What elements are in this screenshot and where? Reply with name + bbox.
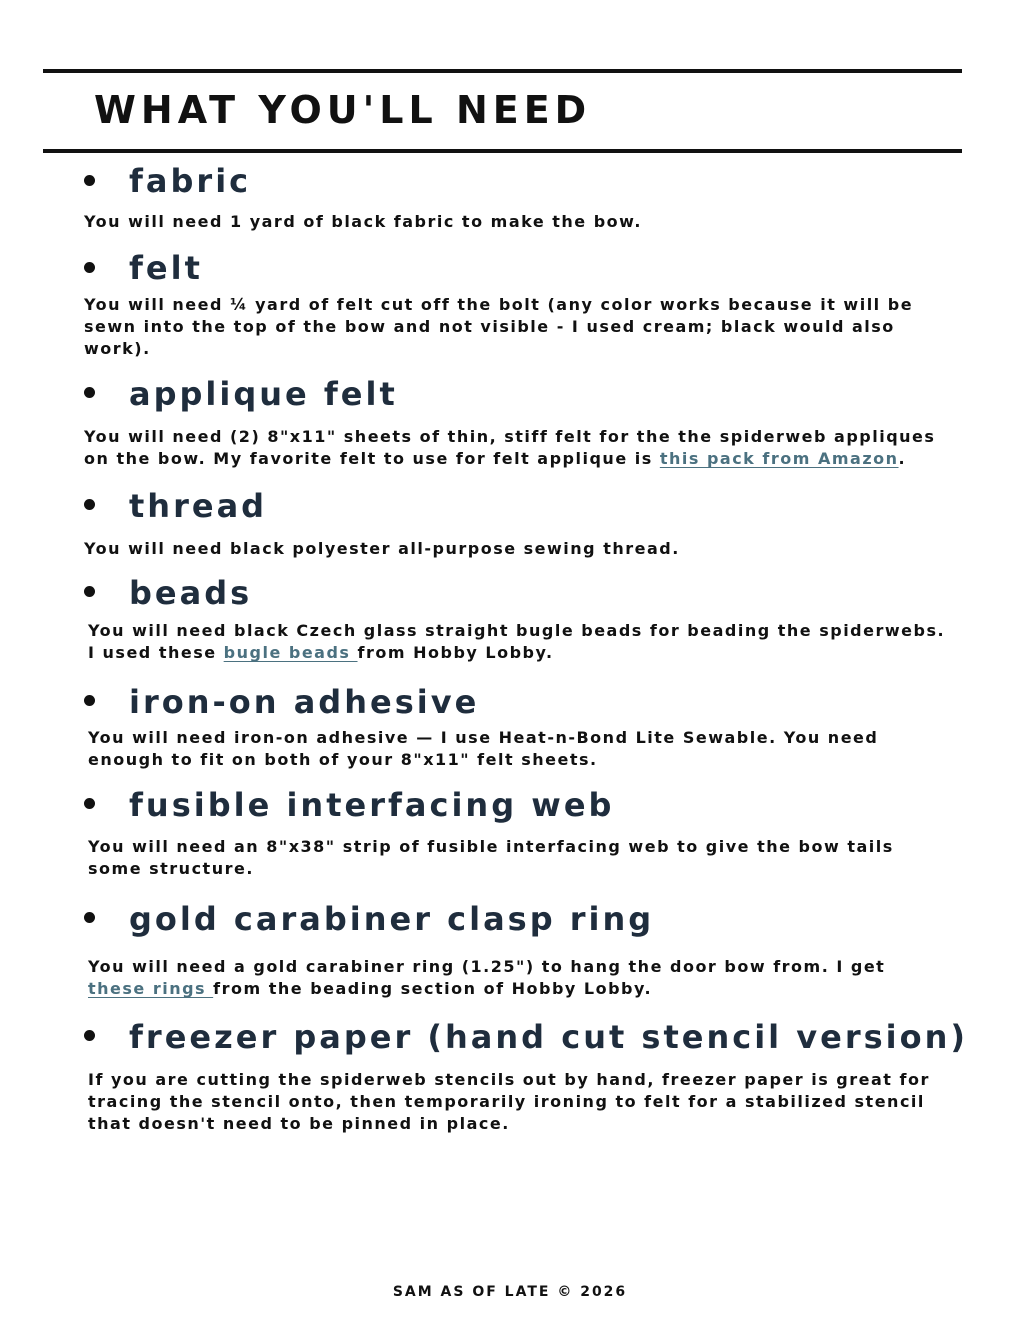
item-heading: thread: [129, 487, 268, 525]
header-top-rule: [43, 69, 962, 73]
item-heading: fabric: [129, 162, 252, 200]
these-rings-link[interactable]: these rings: [88, 979, 214, 998]
item-description: [88, 620, 948, 664]
item-description: You will need iron-on adhesive — I use Heat-n-Bond Lite Sewable. You need enough to fit on both of your 8"x11" felt sheets.: [88, 728, 879, 769]
bullet-icon: [84, 499, 95, 510]
item-heading: iron-on adhesive: [129, 683, 480, 721]
item-description: You will need 1 yard of black fabric to make the bow.: [84, 212, 642, 231]
amazon-felt-link[interactable]: this pack from Amazon: [659, 449, 899, 468]
item-heading: applique felt: [129, 375, 398, 413]
item-description: If you are cutting the spiderweb stencils out by hand, freezer paper is great for tracing the stencil onto, then temporarily ironing to felt for a stabilized stencil that doesn't need to be pinned in place.: [88, 1070, 930, 1133]
description-text: You will need (2) 8"x11" sheets of thin, stiff felt for the the spiderweb appliques on the bow. My favorite felt to use for felt applique is: [84, 427, 936, 468]
description-text: You will need a gold carabiner ring (1.25") to hang the door bow from. I get: [88, 957, 886, 976]
description-text: from the beading section of Hobby Lobby.: [213, 979, 653, 998]
item-description: [84, 426, 944, 470]
item-description: [88, 956, 948, 1000]
description-text: You will need black Czech glass straight bugle beads for beading the spiderwebs. I used these: [88, 621, 946, 662]
item-heading: gold carabiner clasp ring: [129, 900, 655, 938]
bullet-icon: [84, 387, 95, 398]
description-text: .: [898, 449, 907, 468]
bullet-icon: [84, 1030, 95, 1041]
bullet-icon: [84, 262, 95, 273]
bullet-icon: [84, 912, 95, 923]
bugle-beads-link[interactable]: bugle beads: [223, 643, 358, 662]
item-heading: beads: [129, 574, 253, 612]
item-heading: freezer paper (hand cut stencil version): [129, 1018, 969, 1056]
footer-copyright: SAM AS OF LATE © 2026: [392, 1284, 628, 1300]
item-heading: felt: [129, 249, 203, 287]
item-description: You will need an 8"x38" strip of fusible interfacing web to give the bow tails some structure.: [88, 837, 894, 878]
item-description: You will need black polyester all-purpose sewing thread.: [84, 539, 680, 558]
item-heading: fusible interfacing web: [129, 786, 615, 824]
bullet-icon: [84, 798, 95, 809]
header-bottom-rule: [43, 149, 962, 153]
page-title: WHAT YOU'LL NEED: [94, 88, 592, 132]
bullet-icon: [84, 695, 95, 706]
item-description: You will need ¼ yard of felt cut off the bolt (any color works because it will be sewn into the top of the bow and not visible - I used cream; black would also work).: [84, 295, 914, 358]
bullet-icon: [84, 175, 95, 186]
description-text: from Hobby Lobby.: [357, 643, 554, 662]
bullet-icon: [84, 586, 95, 597]
